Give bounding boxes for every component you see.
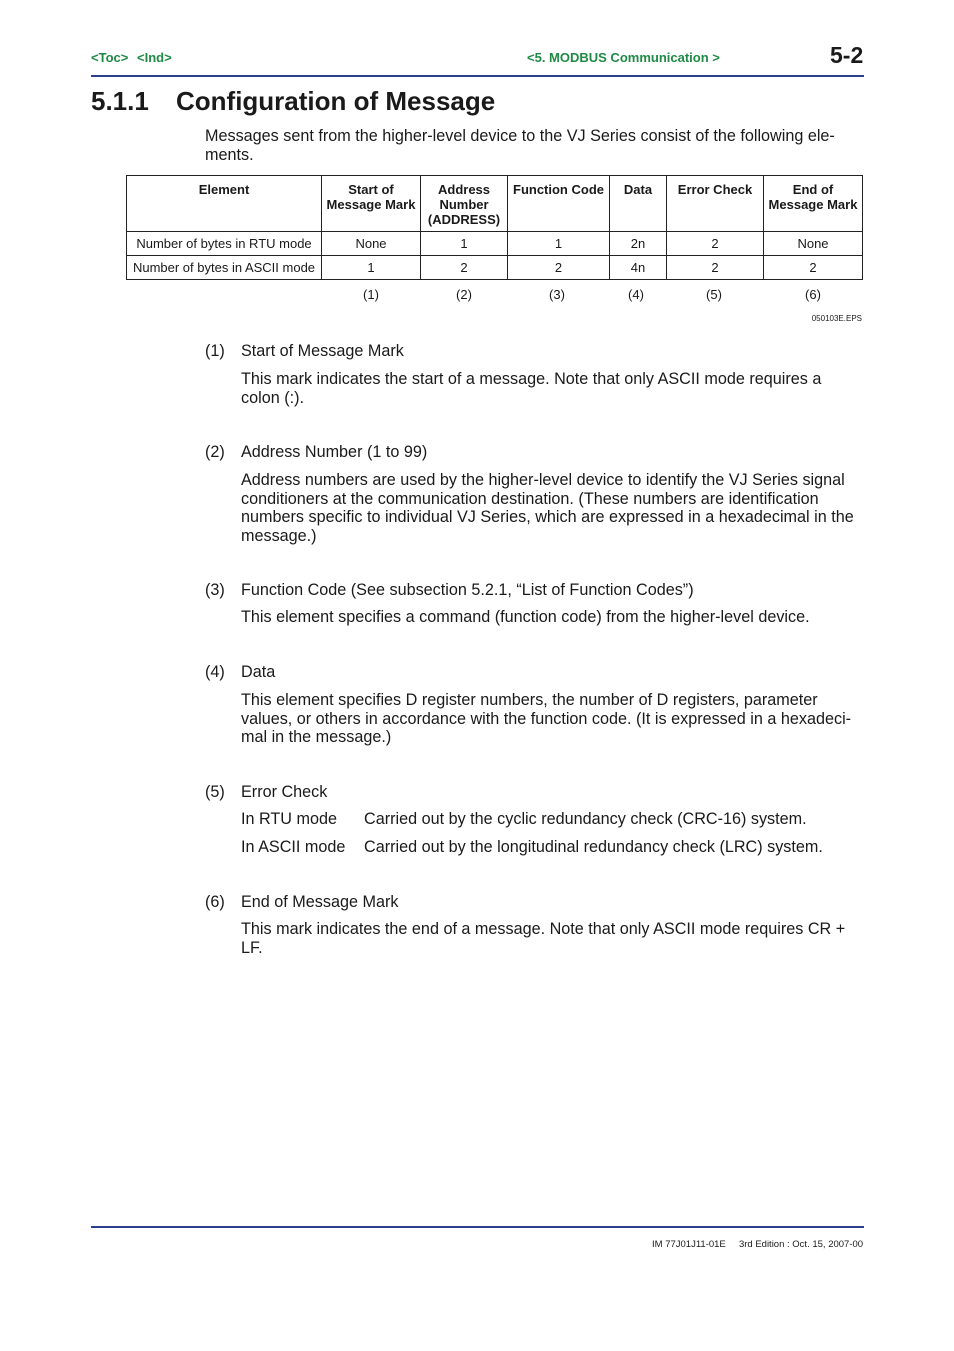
item-heading: Address Number (1 to 99) bbox=[241, 443, 428, 461]
footer-text: IM 77J01J11-01E 3rd Edition : Oct. 15, 2007-00 bbox=[652, 1239, 864, 1250]
item-text: This element specifies D register numbers, the number of D registers, parameter values, or others in accordance with the function code. (It is expressed in a hexadeci- mal in the message.) bbox=[241, 691, 852, 746]
section-number: 5.1.1 bbox=[91, 86, 149, 116]
table-cell: Number of bytes in RTU mode bbox=[127, 232, 322, 256]
item-text: This mark indicates the start of a message. Note that only ASCII mode requires a colon (:). bbox=[241, 370, 822, 407]
item-number: (1) bbox=[205, 342, 225, 360]
section-title: Configuration of Message bbox=[176, 86, 496, 116]
table-cell: Number of bytes in ASCII mode bbox=[127, 256, 322, 280]
header-rule bbox=[91, 75, 864, 77]
item-text: This element specifies a command (function code) from the higher-level device. bbox=[241, 608, 810, 626]
header-cell: End of Message Mark bbox=[764, 176, 863, 232]
table-cell: 1 bbox=[322, 256, 421, 280]
column-marker: (1) bbox=[363, 287, 379, 302]
item-heading: End of Message Mark bbox=[241, 893, 399, 911]
mode-description: Carried out by the cyclic redundancy check (CRC-16) system. bbox=[364, 810, 807, 828]
item-heading: Data bbox=[241, 663, 276, 681]
mode-label: In ASCII mode bbox=[241, 838, 346, 856]
table-cell: 2 bbox=[764, 256, 863, 280]
item-number: (4) bbox=[205, 663, 225, 681]
toc-link[interactable]: <Toc> bbox=[91, 50, 129, 65]
column-marker: (6) bbox=[805, 287, 821, 302]
column-marker: (5) bbox=[706, 287, 722, 302]
table-cell: 2 bbox=[667, 232, 764, 256]
header-cell: Address Number (ADDRESS) bbox=[421, 176, 508, 232]
table-header-row bbox=[127, 176, 863, 232]
table-cell: 1 bbox=[508, 232, 610, 256]
header-cell: Data bbox=[610, 176, 667, 232]
item-number: (6) bbox=[205, 893, 225, 911]
item-heading: Function Code (See subsection 5.2.1, “List of Function Codes”) bbox=[241, 581, 694, 599]
figure-id: 050103E.EPS bbox=[811, 314, 862, 323]
item-number: (3) bbox=[205, 581, 225, 599]
header-cell: Element bbox=[127, 176, 322, 232]
item-heading: Start of Message Mark bbox=[241, 342, 404, 360]
header-cell: Error Check bbox=[667, 176, 764, 232]
table-cell: 2 bbox=[667, 256, 764, 280]
chapter-link[interactable]: <5. MODBUS Communication > bbox=[527, 50, 720, 65]
page-number: 5-2 bbox=[830, 42, 864, 68]
item-heading: Error Check bbox=[241, 783, 328, 801]
table-row bbox=[127, 232, 863, 256]
table-cell: 1 bbox=[421, 232, 508, 256]
table-cell: None bbox=[322, 232, 421, 256]
table-cell: 2 bbox=[508, 256, 610, 280]
header-cell: Start of Message Mark bbox=[322, 176, 421, 232]
item-number: (2) bbox=[205, 443, 225, 461]
mode-label: In RTU mode bbox=[241, 810, 337, 828]
table-cell: 2n bbox=[610, 232, 667, 256]
footer-rule bbox=[91, 1226, 864, 1228]
column-marker: (3) bbox=[549, 287, 565, 302]
table-row bbox=[127, 256, 863, 280]
header-cell: Function Code bbox=[508, 176, 610, 232]
table-cell: 2 bbox=[421, 256, 508, 280]
mode-description: Carried out by the longitudinal redundancy check (LRC) system. bbox=[364, 838, 823, 856]
column-marker: (2) bbox=[456, 287, 472, 302]
table-cell: None bbox=[764, 232, 863, 256]
index-link[interactable]: <Ind> bbox=[137, 50, 172, 65]
intro-paragraph: Messages sent from the higher-level device to the VJ Series consist of the following ele-ments. bbox=[205, 127, 835, 164]
table-cell: 4n bbox=[610, 256, 667, 280]
item-text: Address numbers are used by the higher-level device to identify the VJ Series signal conditioners at the communication destination. (These numbers are identification numbers specific to individual VJ Series, which are expressed in a hexadecimal in the message.) bbox=[241, 471, 854, 545]
message-table bbox=[126, 175, 863, 280]
item-text: This mark indicates the end of a message. Note that only ASCII mode requires CR + LF. bbox=[241, 920, 846, 957]
item-number: (5) bbox=[205, 783, 225, 801]
column-marker: (4) bbox=[628, 287, 644, 302]
